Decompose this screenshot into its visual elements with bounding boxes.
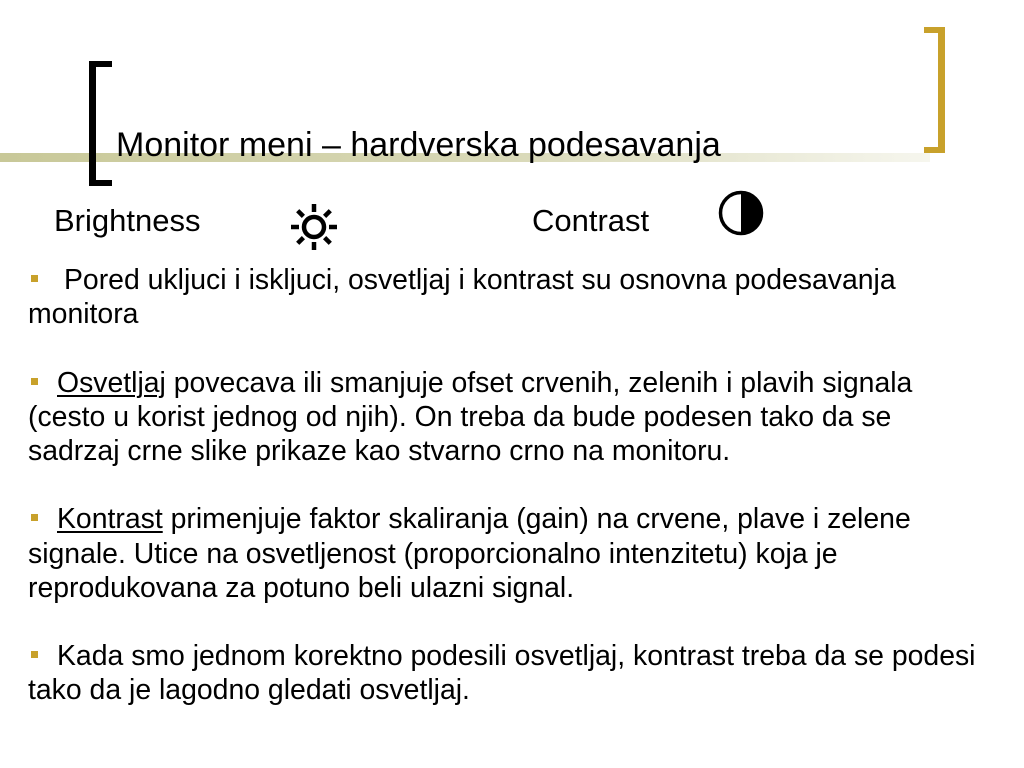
- bullet-item: [28, 502, 975, 605]
- bullet-line: signale. Utice na osvetljenost (proporcionalno intenzitetu) koja je: [28, 537, 838, 570]
- bullet-item: [28, 366, 975, 469]
- bullet-line: [28, 263, 975, 297]
- bullet-text: Pored ukljuci i iskljuci, osvetljaj i kontrast su osnovna podesavanja: [64, 264, 896, 296]
- contrast-half-circle-icon: [718, 190, 764, 236]
- term-kontrast: Kontrast: [57, 503, 163, 536]
- contrast-label: Contrast: [532, 203, 650, 238]
- right-bracket-vertical: [938, 27, 945, 153]
- right-bracket-bottom-arm: [924, 147, 945, 153]
- bullet-text: povecava ili smanjuje ofset crvenih, zelenih i plavih signala: [173, 366, 913, 399]
- bullet-line: reprodukovana za potuno beli ulazni signal.: [28, 571, 575, 604]
- bullet-marker: [31, 378, 38, 385]
- bullet-item: [28, 263, 975, 331]
- bullet-line: monitora: [28, 298, 139, 331]
- bullet-text: Kada smo jednom korektno podesili osvetljaj, kontrast treba da se podesi: [57, 640, 976, 673]
- left-bracket-top-arm: [89, 61, 112, 67]
- bullet-item: [28, 639, 975, 707]
- bullet-marker: [31, 651, 38, 658]
- slide-title: Monitor meni – hardverska podesavanja: [116, 126, 721, 164]
- bullet-text: primenjuje faktor skaliranja (gain) na crvene, plave i zelene: [170, 503, 911, 536]
- bullet-line: tako da je lagodno gledati osvetljaj.: [28, 674, 470, 707]
- bullet-line: sadrzaj crne slike prikaze kao stvarno crno na monitoru.: [28, 434, 731, 467]
- bullet-line: (cesto u korist jednog od njih). On treba da bude podesen tako da se: [28, 400, 892, 433]
- sun-icon: [290, 203, 338, 251]
- bullet-line: [28, 366, 975, 400]
- bullet-marker: [31, 275, 38, 282]
- brightness-label: Brightness: [54, 203, 201, 238]
- term-osvetljaj: Osvetljaj: [57, 366, 166, 399]
- right-bracket-top-arm: [924, 27, 945, 33]
- left-bracket-vertical: [89, 61, 96, 186]
- bullet-line: [28, 639, 975, 673]
- bullet-list: [28, 263, 975, 742]
- bullet-marker: [31, 514, 38, 521]
- bullet-line: [28, 502, 975, 536]
- left-bracket-bottom-arm: [89, 180, 112, 186]
